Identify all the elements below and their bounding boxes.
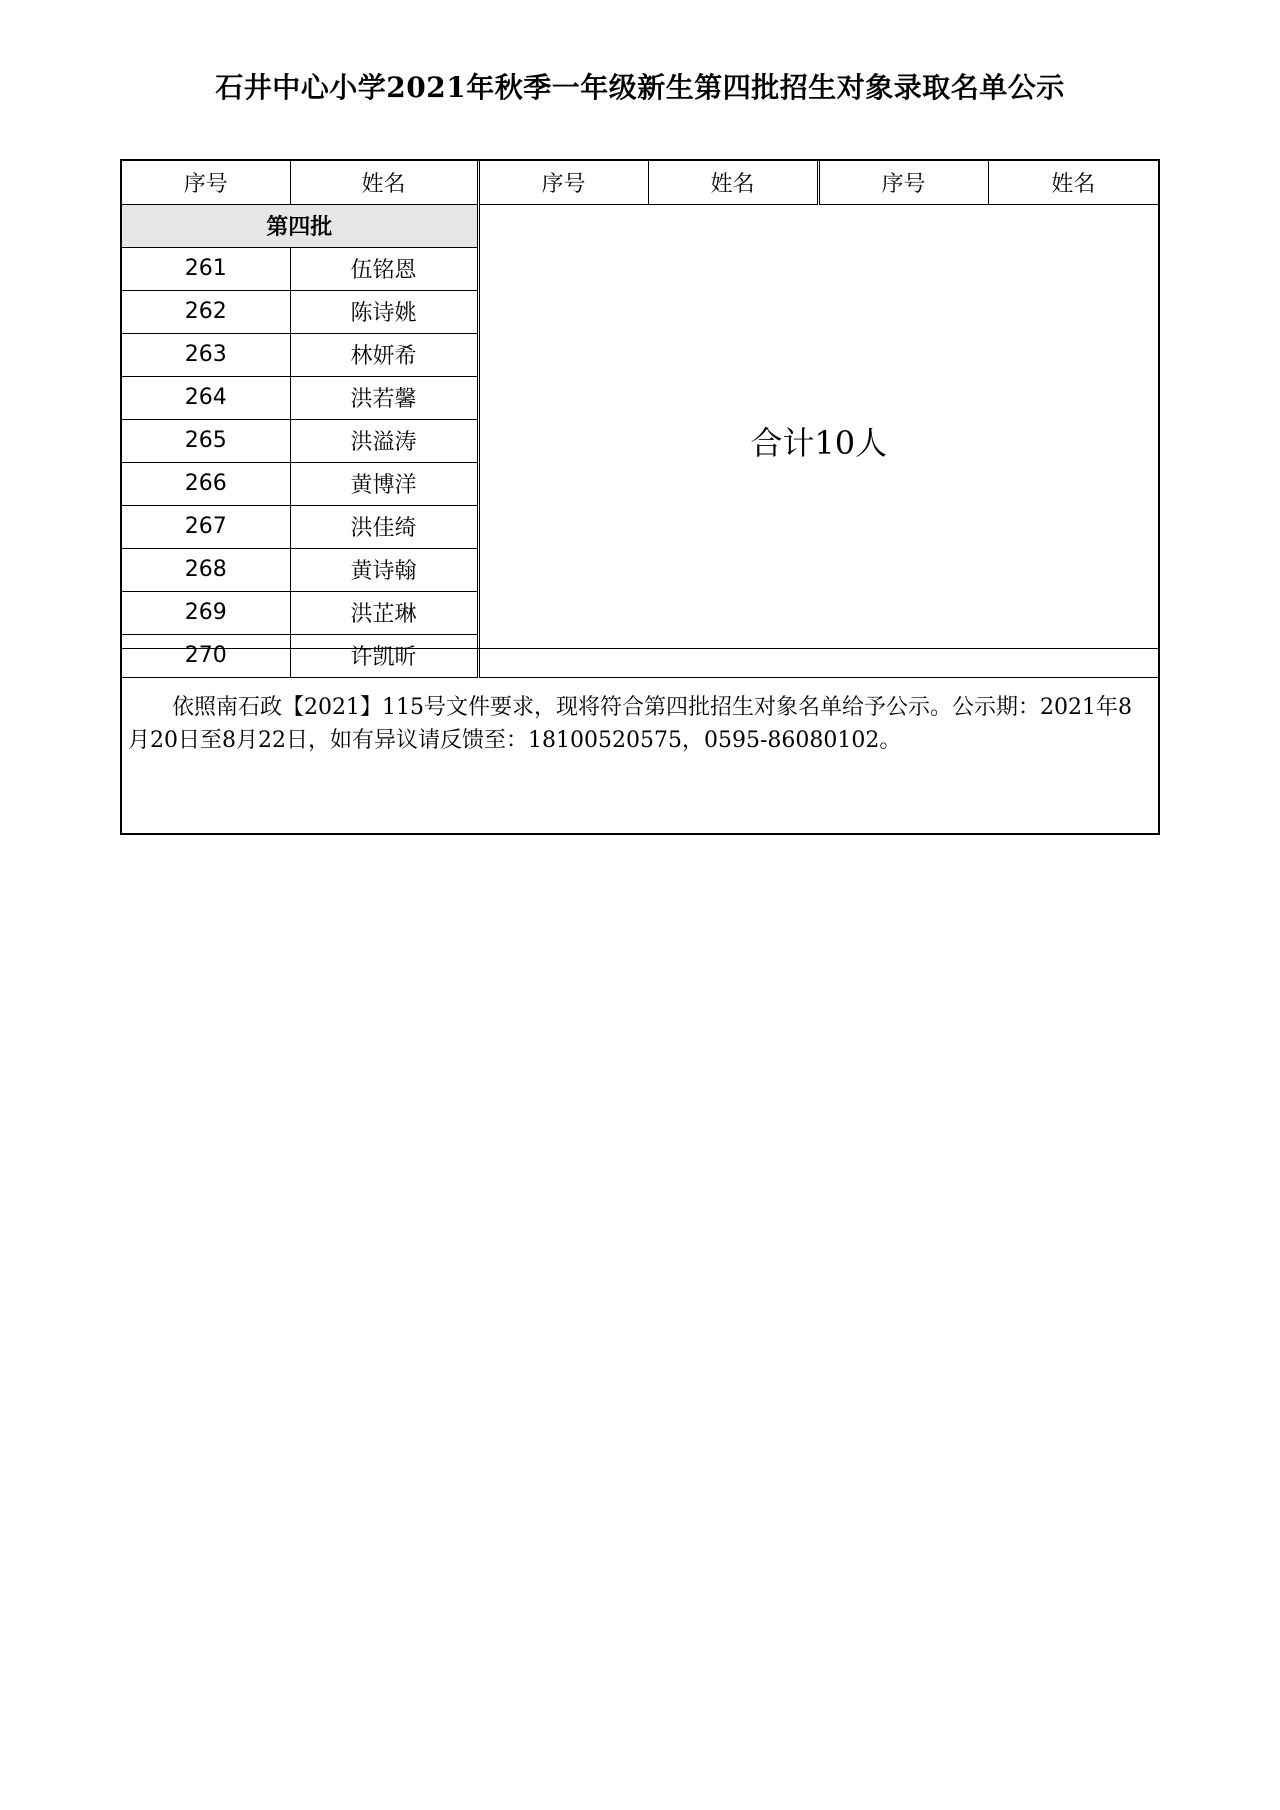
admission-sheet xyxy=(120,159,1160,835)
student-number: 264 xyxy=(122,376,290,419)
batch-row xyxy=(122,204,1158,247)
student-number: 261 xyxy=(122,247,290,290)
header-number-2: 序号 xyxy=(478,161,648,204)
student-number: 265 xyxy=(122,419,290,462)
table-header-row xyxy=(122,161,1158,204)
student-name: 伍铭恩 xyxy=(290,247,478,290)
header-number-1: 序号 xyxy=(122,161,290,204)
student-name: 林妍希 xyxy=(290,333,478,376)
notice-text: 依照南石政【2021】115号文件要求，现将符合第四批招生对象名单给予公示。公示期：2021年8月20日至8月22日，如有异议请反馈至：18100520575，0595-86080102。 xyxy=(122,648,1158,833)
student-name: 黄博洋 xyxy=(290,462,478,505)
student-number: 269 xyxy=(122,591,290,634)
header-name-3: 姓名 xyxy=(988,161,1158,204)
page-title: 石井中心小学2021年秋季一年级新生第四批招生对象录取名单公示 xyxy=(215,71,1065,104)
admission-table xyxy=(122,161,1158,678)
student-name: 洪溢涛 xyxy=(290,419,478,462)
student-number: 263 xyxy=(122,333,290,376)
student-name: 黄诗翰 xyxy=(290,548,478,591)
student-name: 洪若馨 xyxy=(290,376,478,419)
student-name: 许凯昕 xyxy=(290,634,478,677)
student-number: 267 xyxy=(122,505,290,548)
student-name: 洪芷琳 xyxy=(290,591,478,634)
student-name: 陈诗姚 xyxy=(290,290,478,333)
student-number: 270 xyxy=(122,634,290,677)
header-number-3: 序号 xyxy=(818,161,988,204)
header-name-1: 姓名 xyxy=(290,161,478,204)
student-number: 266 xyxy=(122,462,290,505)
student-name: 洪佳绮 xyxy=(290,505,478,548)
student-number: 268 xyxy=(122,548,290,591)
batch-label: 第四批 xyxy=(122,204,478,247)
header-name-2: 姓名 xyxy=(648,161,818,204)
total-count: 合计10人 xyxy=(478,204,1158,677)
student-number: 262 xyxy=(122,290,290,333)
